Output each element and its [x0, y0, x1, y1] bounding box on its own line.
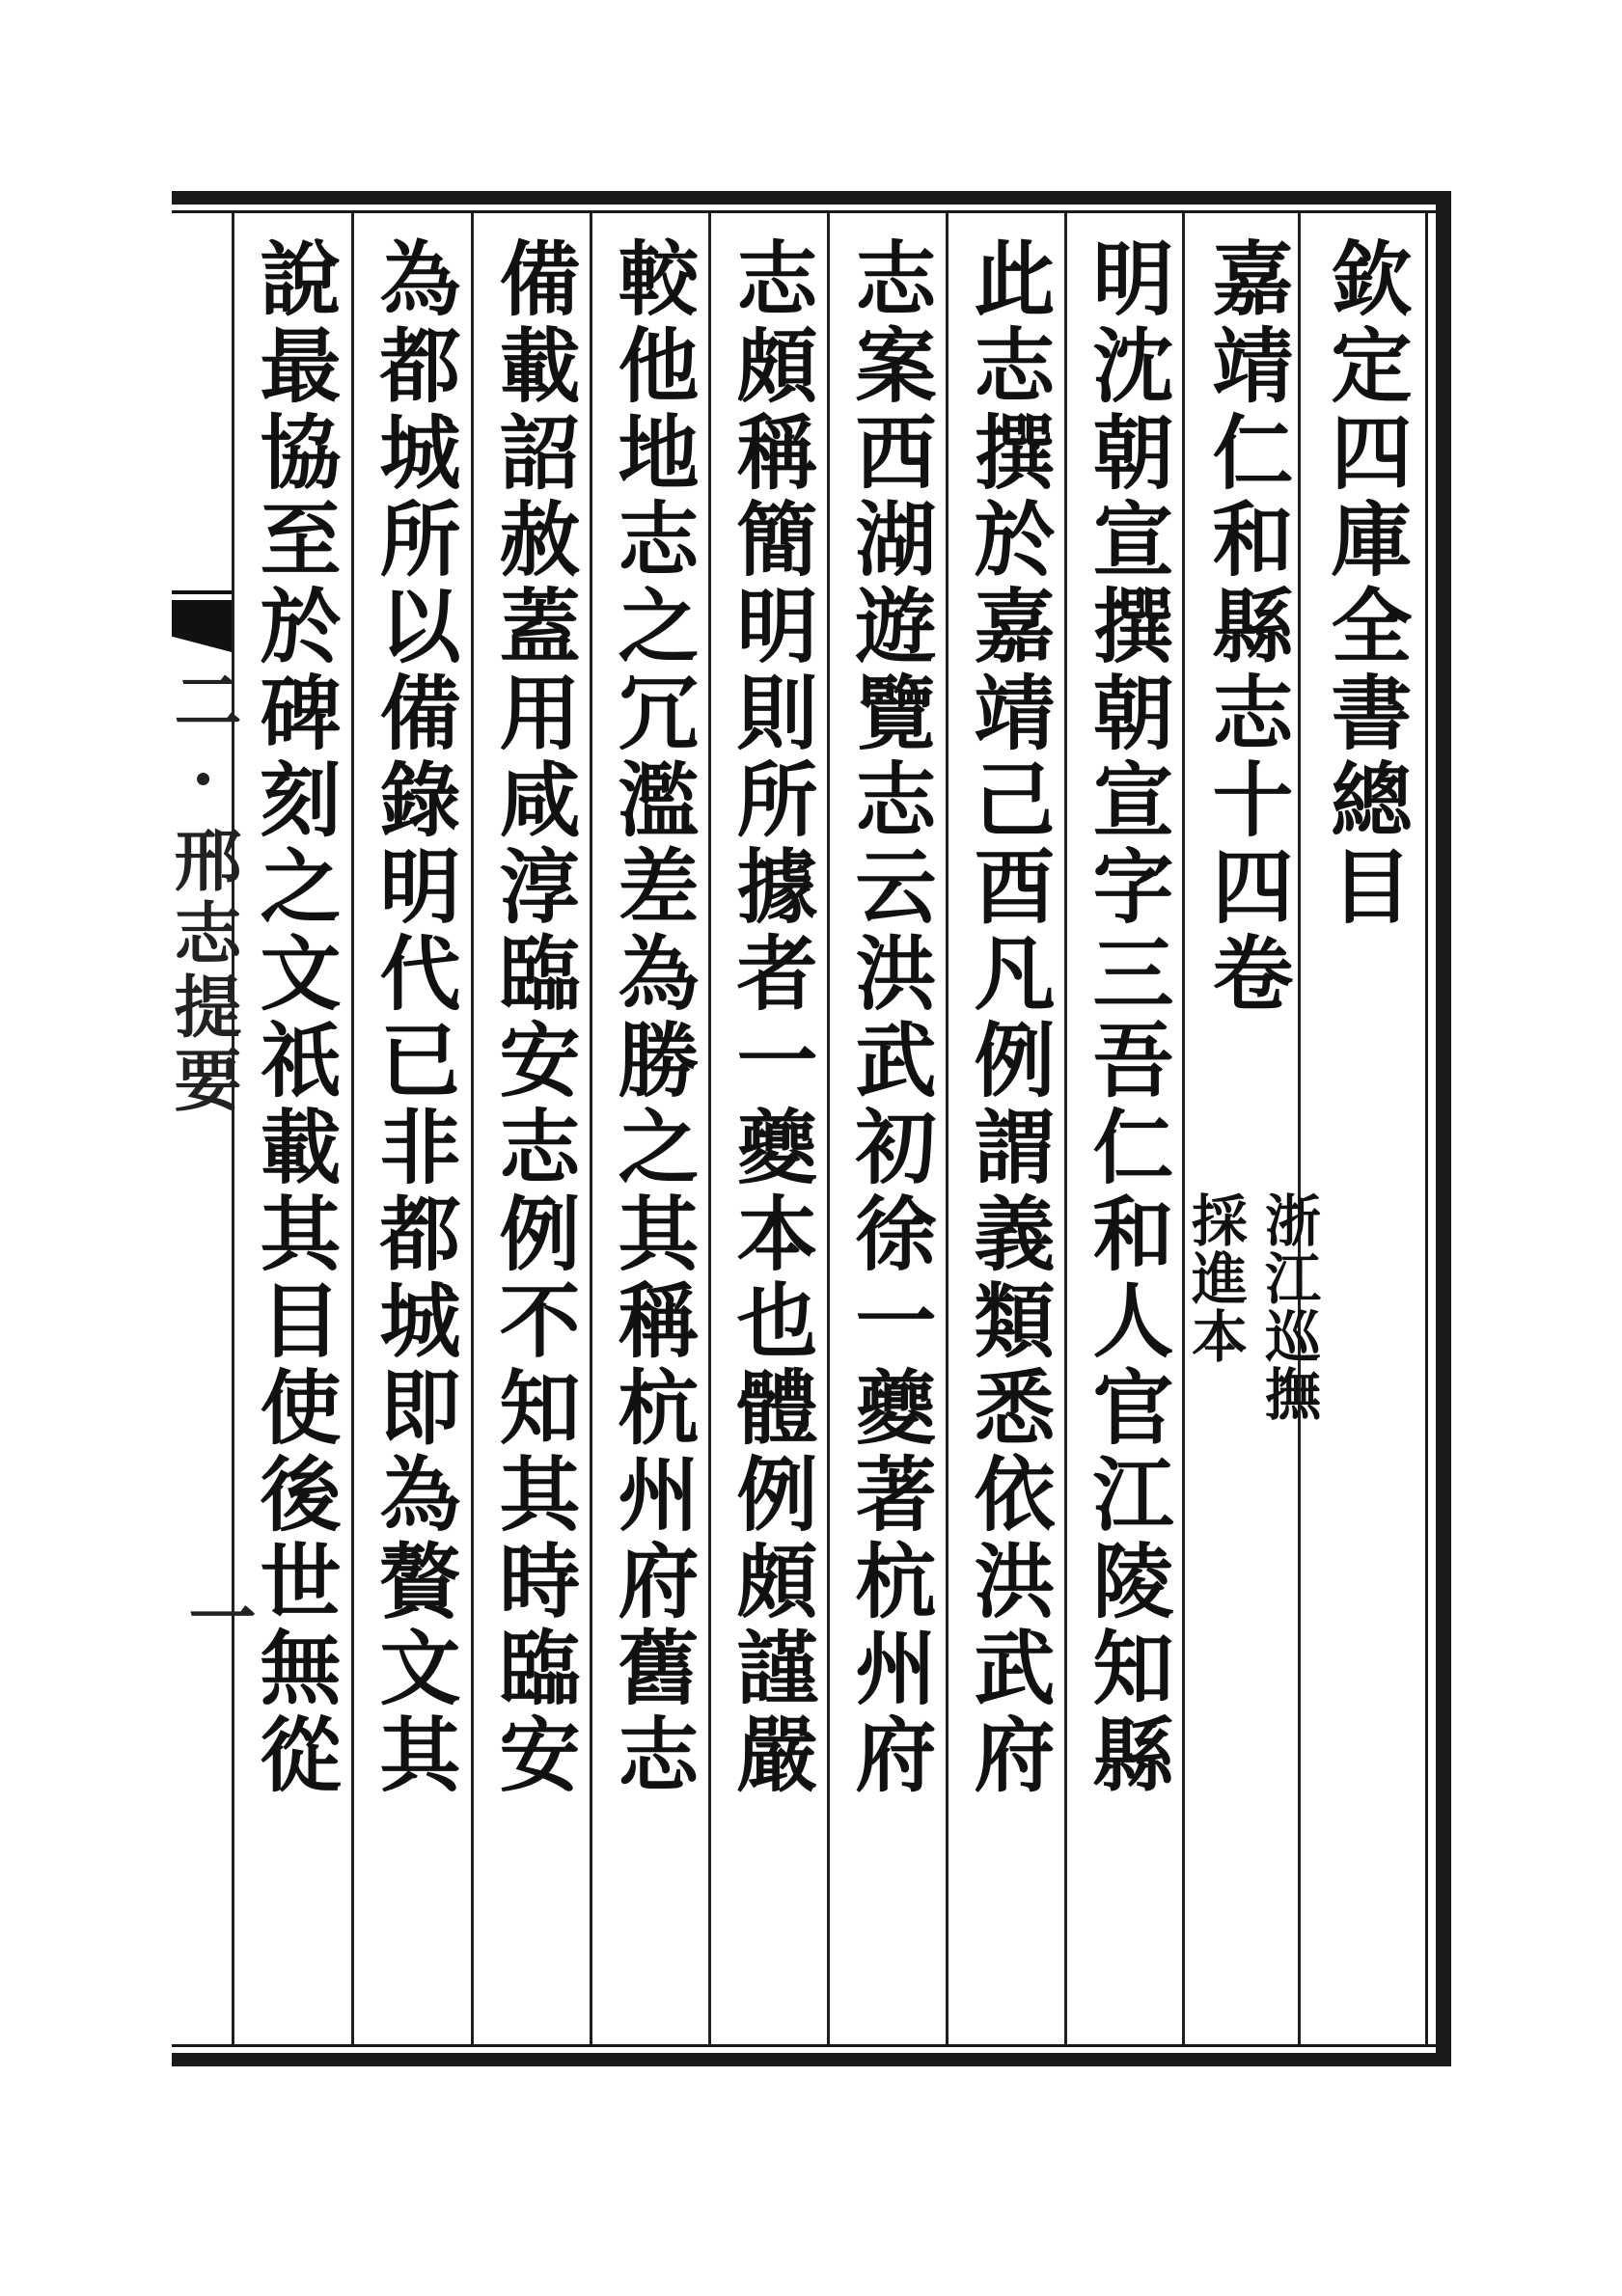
column-rule: [471, 213, 474, 2044]
text-column-2: [1194, 236, 1300, 1018]
margin-title: 二·邢志提要: [163, 666, 243, 1118]
body-line: 為都城所以備錄明代已非都城即為贅文其: [367, 236, 462, 1799]
text-column-6: [718, 236, 824, 1799]
body-line: 備載詔赦蓋用咸淳臨安志例不知其時臨安: [486, 236, 582, 1799]
text-column-7: [599, 236, 705, 1799]
text-column-4: [955, 236, 1061, 1799]
subnote-line-2: 採進本: [1182, 1191, 1248, 1365]
body-line: 志頗稱簡明則所據者一夔本也體例頗謹嚴: [724, 236, 819, 1799]
body-line: 此志撰於嘉靖己酉凡例謂義類悉依洪武府: [961, 236, 1057, 1799]
body-line: 說最協至於碑刻之文祇載其目使後世無從: [247, 236, 343, 1799]
fishtail-line: [172, 590, 232, 594]
body-line: 明沈朝宣撰朝宣字三吾仁和人官江陵知縣: [1080, 236, 1175, 1799]
column-rule: [827, 213, 830, 2044]
body-line: 較他地志之冗濫差為勝之其稱杭州府舊志: [605, 236, 701, 1799]
body-line: 志案西湖遊覽志云洪武初徐一夔著杭州府: [842, 236, 938, 1799]
text-column-8: [481, 236, 587, 1799]
entry-subnote: [1177, 1191, 1322, 1944]
frame-inner-bottom-line: [172, 2044, 1436, 2047]
text-column-9: [361, 236, 467, 1799]
column-rule: [946, 213, 948, 2044]
margin-page-number: 一: [178, 1582, 258, 1650]
text-column-10: [241, 236, 347, 1799]
entry-title: 嘉靖仁和縣志十四卷: [1199, 236, 1295, 1018]
column-rule: [351, 213, 354, 2044]
frame-inner-top-line: [172, 210, 1436, 213]
frame-inner-right-line: [1425, 210, 1428, 2047]
column-rule: [708, 213, 711, 2044]
column-rule: [1064, 213, 1067, 2044]
text-column-5: [837, 236, 943, 1799]
text-column-3: [1074, 236, 1180, 1799]
column-rule: [590, 213, 592, 2044]
subnote-line-1: 浙江巡撫: [1255, 1191, 1321, 1423]
book-title: 欽定四庫全書總目: [1318, 236, 1414, 931]
column-rule: [232, 213, 234, 2044]
text-column-1: [1312, 236, 1418, 931]
